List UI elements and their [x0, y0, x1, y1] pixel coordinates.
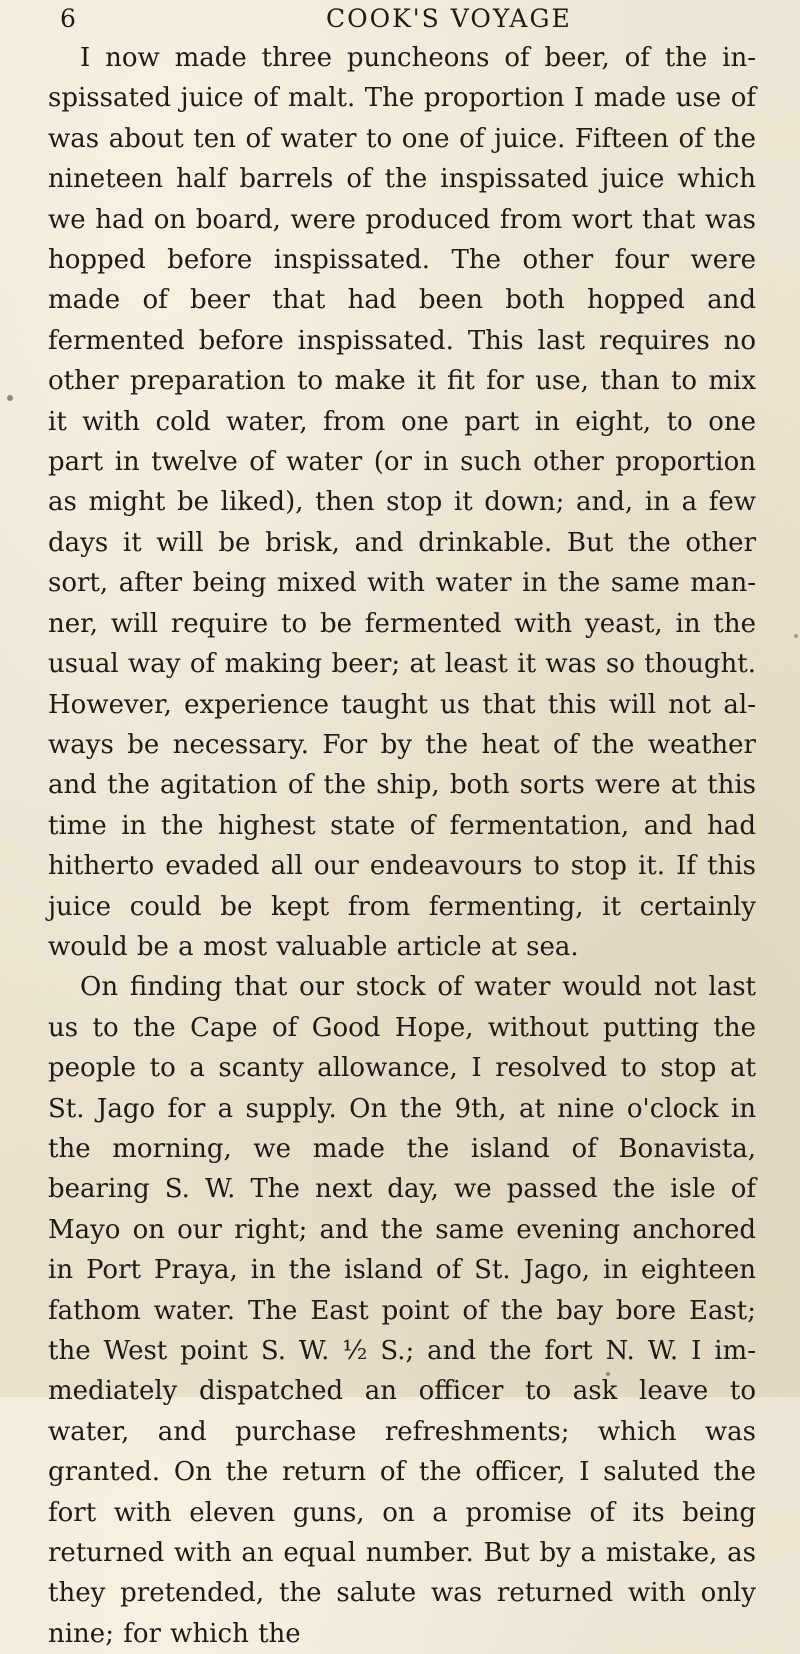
paragraph-st-jago: On finding that our stock of water would not last us to the Cape of Good Hope, without putting the people to a scanty allowance, I resolved to stop at St. Jago for a supply. On the 9th, at nine o'clock in the morning, we made the island of Bonavista, bearing S. W. The next day, we passed the isle of Mayo on our right; and the same evening anchored in Port Praya, in the island of St. Jago, in eighteen fathom water. The East point of the bay bore East; the West point S. W. ½ S.; and the fort N. W. I immediately dispatched an officer to ask leave to water, and purchase refreshments; which was granted. On the return of the officer, I saluted the fort with eleven guns, on a promise of its being returned with an equal number. But by a mistake, as they pretended, the salute was returned with only nine; for which the — [48, 972, 756, 1649]
running-title: COOK'S VOYAGE — [326, 4, 572, 33]
book-page — [48, 0, 756, 1649]
paragraph-beer: I now made three puncheons of beer, of the inspissated juice of malt. The proportion I made use of was about ten of water to one of juice. Fifteen of the nineteen half barrels of the inspissated juice which we had on board, were produced from wort that was hopped before inspissated. The other four were made of beer that had been both hopped and fermented before inspissated. This last requires no other preparation to make it fit for use, than to mix it with cold water, from one part in eight, to one part in twelve of water (or in such other proportion as might be liked), then stop it down; and, in a few days it will be brisk, and drinkable. But the other sort, after being mixed with water in the same manner, will require to be fermented with yeast, in the usual way of making beer; at least it was so thought. However, experience taught us that this will not always be necessary. For by the heat of the weather and the agitation of the ship, both sorts were at this time in the highest state of fermentation, and had hitherto evaded all our endeavours to stop it. If this juice could be kept from fermenting, it certainly would be a most valuable article at sea. — [48, 43, 756, 962]
page-number: 6 — [60, 4, 77, 33]
body-text — [48, 38, 756, 1654]
